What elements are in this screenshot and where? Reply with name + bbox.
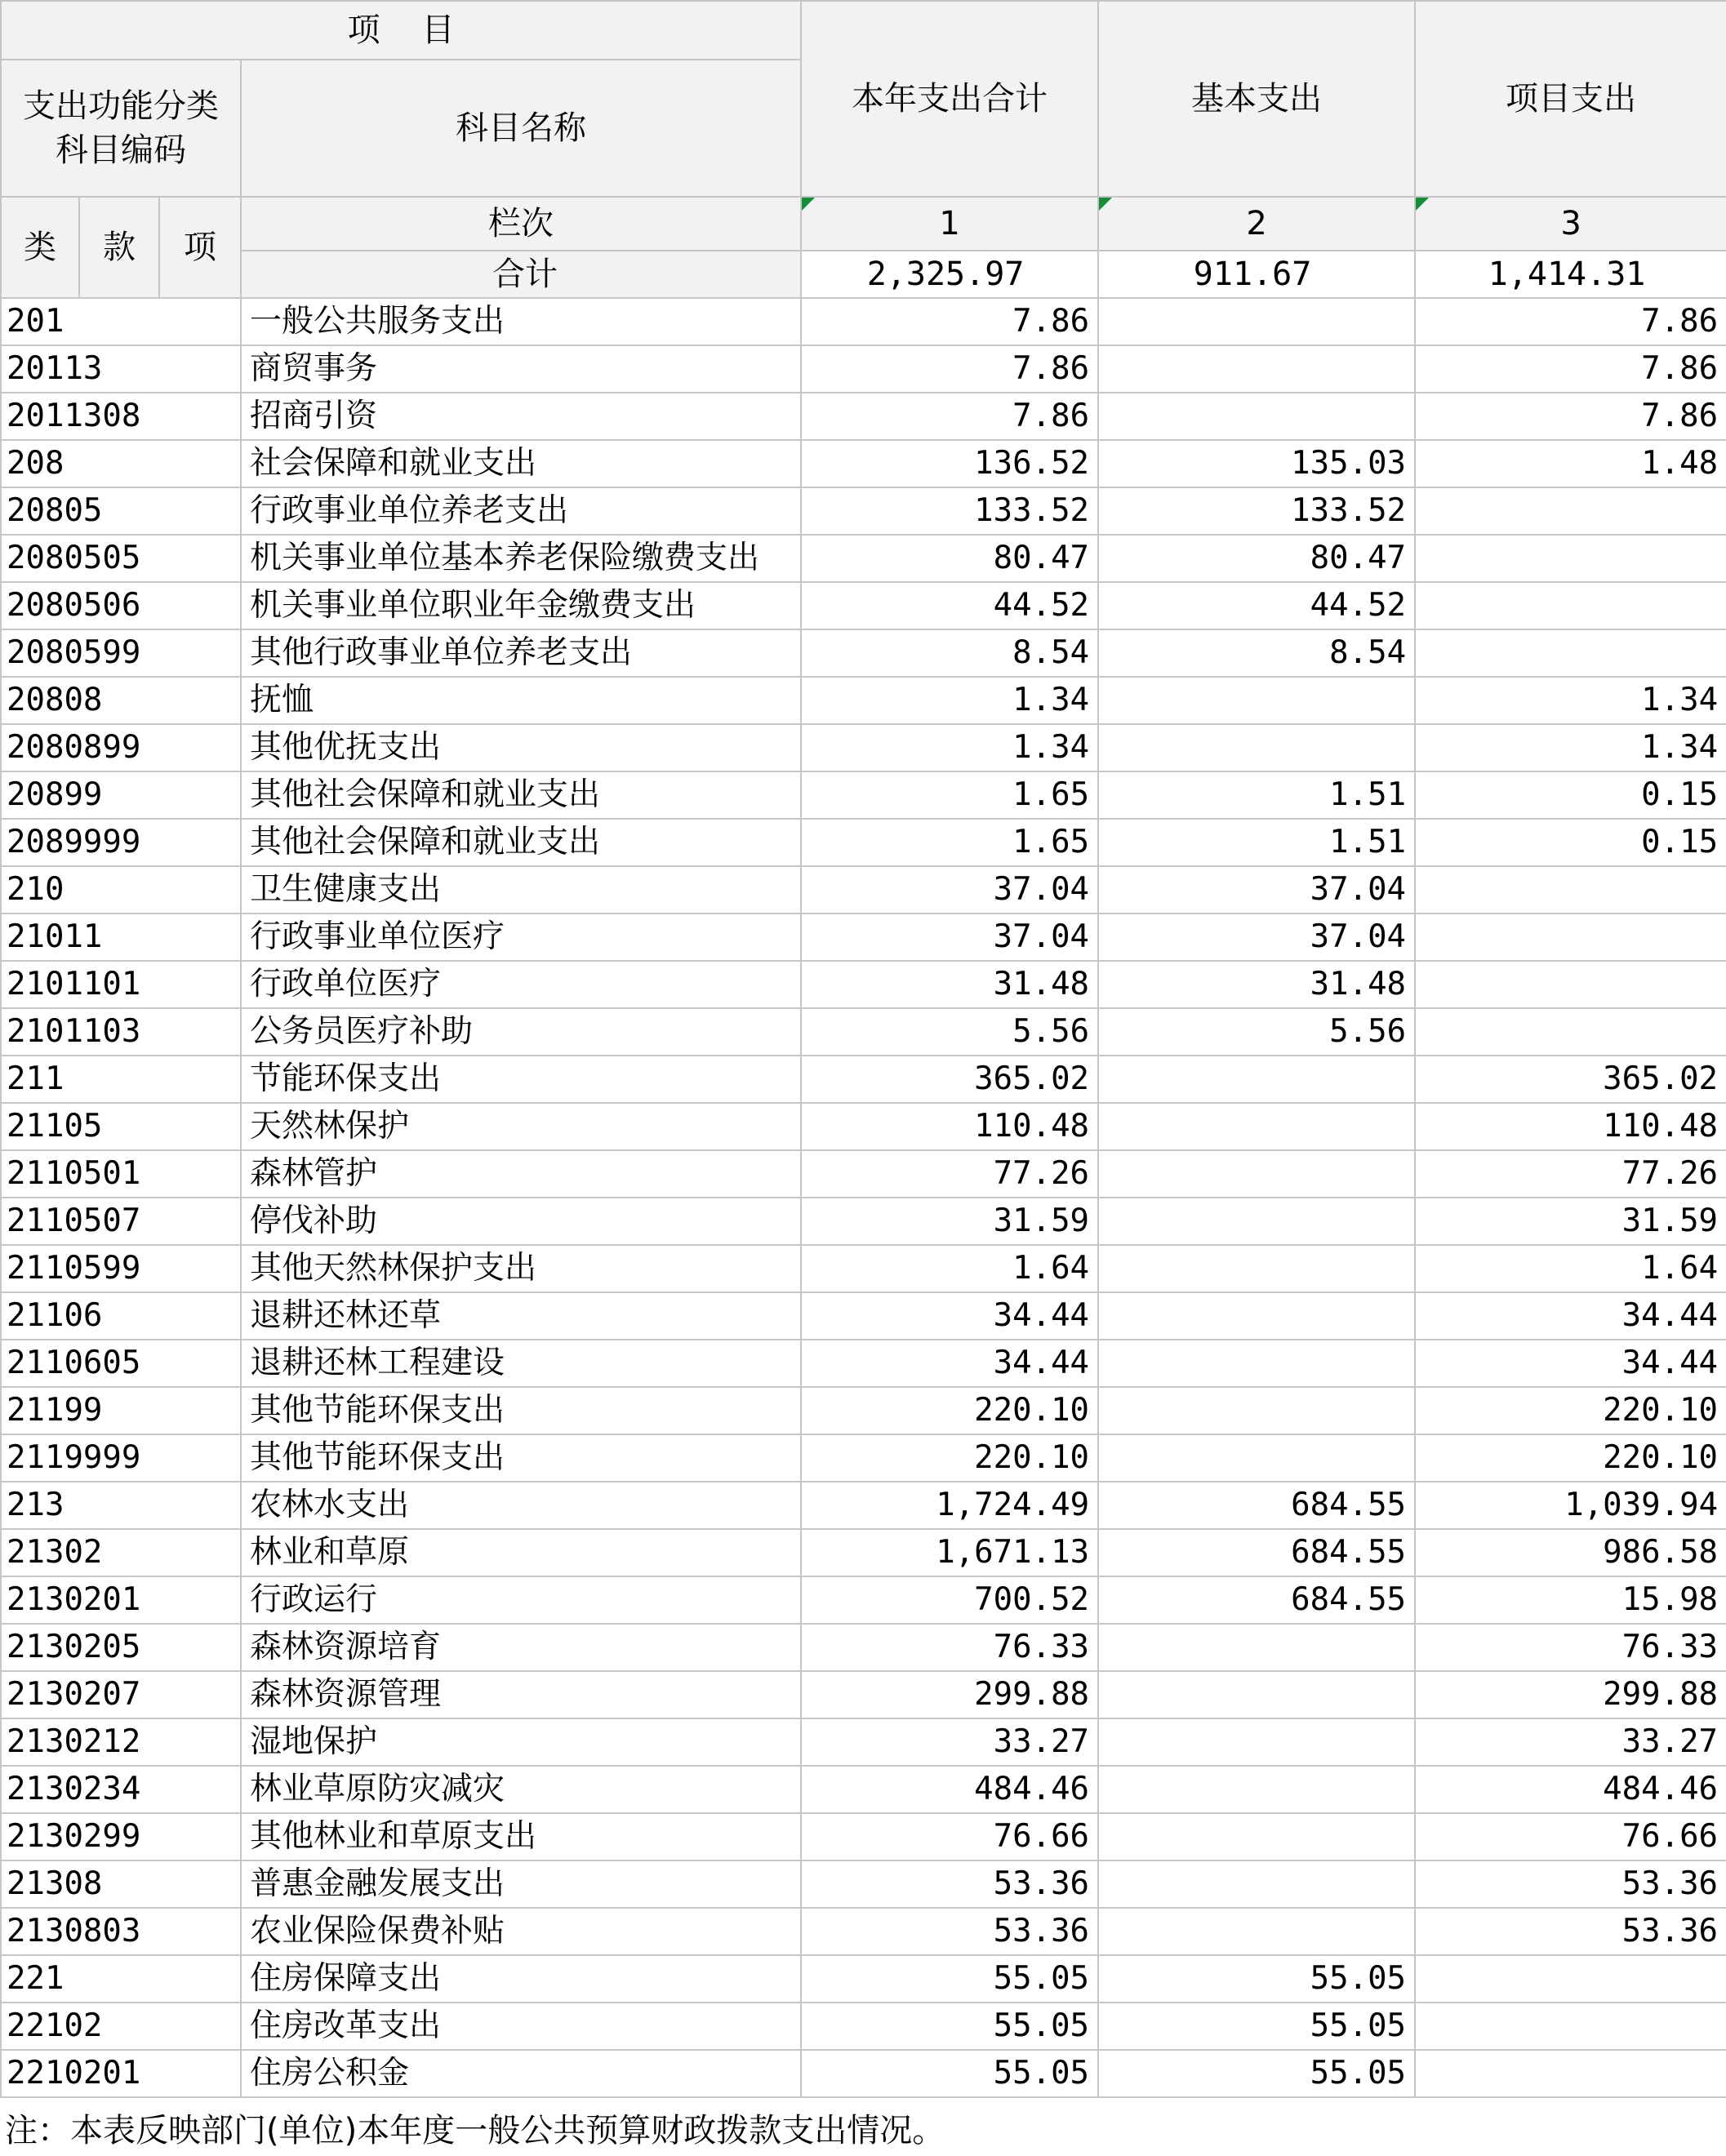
row-code: 2110507 — [1, 1198, 241, 1245]
row-code: 221 — [1, 1955, 241, 2003]
row-project: 110.48 — [1415, 1103, 1726, 1150]
row-project: 1.64 — [1415, 1245, 1726, 1292]
row-total: 77.26 — [801, 1150, 1098, 1198]
row-project: 7.86 — [1415, 393, 1726, 440]
row-project — [1415, 535, 1726, 582]
row-project: 53.36 — [1415, 1860, 1726, 1908]
table-row — [1, 2003, 1726, 2050]
row-code: 2080505 — [1, 535, 241, 582]
row-code: 2080899 — [1, 724, 241, 771]
table-row — [1, 345, 1726, 393]
row-code: 20113 — [1, 345, 241, 393]
row-total: 55.05 — [801, 2003, 1098, 2050]
row-name: 天然林保护 — [241, 1103, 801, 1150]
row-name: 住房公积金 — [241, 2050, 801, 2097]
table-row — [1, 1718, 1726, 1766]
row-code: 20805 — [1, 487, 241, 535]
row-total: 7.86 — [801, 298, 1098, 345]
row-basic — [1098, 345, 1415, 393]
row-total: 34.44 — [801, 1292, 1098, 1340]
row-name: 社会保障和就业支出 — [241, 440, 801, 487]
row-basic — [1098, 1103, 1415, 1150]
table-row — [1, 1624, 1726, 1671]
row-project — [1415, 961, 1726, 1008]
table-row — [1, 1908, 1726, 1955]
row-project: 33.27 — [1415, 1718, 1726, 1766]
row-project: 7.86 — [1415, 345, 1726, 393]
header-col-total: 本年支出合计 — [801, 1, 1098, 197]
row-project: 0.15 — [1415, 771, 1726, 819]
row-total: 80.47 — [801, 535, 1098, 582]
row-total: 365.02 — [801, 1056, 1098, 1103]
row-total: 37.04 — [801, 914, 1098, 961]
table-row — [1, 724, 1726, 771]
row-project: 1.48 — [1415, 440, 1726, 487]
row-basic — [1098, 1860, 1415, 1908]
row-total: 1.64 — [801, 1245, 1098, 1292]
row-project: 365.02 — [1415, 1056, 1726, 1103]
row-name: 林业草原防灾减灾 — [241, 1766, 801, 1813]
row-total: 220.10 — [801, 1434, 1098, 1482]
row-basic — [1098, 1766, 1415, 1813]
table-row — [1, 1860, 1726, 1908]
row-code: 2130803 — [1, 1908, 241, 1955]
row-total: 44.52 — [801, 582, 1098, 629]
row-code: 20808 — [1, 677, 241, 724]
header-xiang: 项 — [159, 197, 241, 298]
row-name: 其他行政事业单位养老支出 — [241, 629, 801, 677]
row-name: 卫生健康支出 — [241, 866, 801, 914]
row-project: 1,039.94 — [1415, 1482, 1726, 1529]
row-code: 22102 — [1, 2003, 241, 2050]
row-basic: 31.48 — [1098, 961, 1415, 1008]
table-row — [1, 771, 1726, 819]
row-code: 21302 — [1, 1529, 241, 1576]
row-code: 2130201 — [1, 1576, 241, 1624]
row-total: 76.33 — [801, 1624, 1098, 1671]
row-total: 1.34 — [801, 724, 1098, 771]
row-basic: 55.05 — [1098, 1955, 1415, 2003]
header-lanci: 栏次 — [241, 197, 801, 251]
table-row — [1, 1387, 1726, 1434]
row-total: 136.52 — [801, 440, 1098, 487]
row-code: 2101101 — [1, 961, 241, 1008]
row-basic: 133.52 — [1098, 487, 1415, 535]
row-total: 700.52 — [801, 1576, 1098, 1624]
table-body — [1, 298, 1726, 2097]
row-name: 森林资源培育 — [241, 1624, 801, 1671]
row-name: 住房保障支出 — [241, 1955, 801, 2003]
total-basic: 911.67 — [1098, 251, 1415, 298]
row-code: 213 — [1, 1482, 241, 1529]
row-total: 110.48 — [801, 1103, 1098, 1150]
row-code: 2130234 — [1, 1766, 241, 1813]
row-code: 2110501 — [1, 1150, 241, 1198]
table-row — [1, 1671, 1726, 1718]
row-code: 2130299 — [1, 1813, 241, 1860]
row-basic: 135.03 — [1098, 440, 1415, 487]
table-row — [1, 1292, 1726, 1340]
row-total: 1,671.13 — [801, 1529, 1098, 1576]
row-project: 299.88 — [1415, 1671, 1726, 1718]
row-basic — [1098, 1150, 1415, 1198]
row-basic — [1098, 677, 1415, 724]
row-code: 210 — [1, 866, 241, 914]
table-row — [1, 1245, 1726, 1292]
table-row — [1, 866, 1726, 914]
table-row — [1, 440, 1726, 487]
row-basic — [1098, 724, 1415, 771]
row-name: 公务员医疗补助 — [241, 1008, 801, 1056]
table-row — [1, 1008, 1726, 1056]
row-name: 抚恤 — [241, 677, 801, 724]
row-name: 农业保险保费补贴 — [241, 1908, 801, 1955]
row-name: 林业和草原 — [241, 1529, 801, 1576]
table-row — [1, 1150, 1726, 1198]
row-code: 21105 — [1, 1103, 241, 1150]
row-name: 行政事业单位养老支出 — [241, 487, 801, 535]
row-total: 55.05 — [801, 2050, 1098, 2097]
row-name: 招商引资 — [241, 393, 801, 440]
row-basic: 37.04 — [1098, 914, 1415, 961]
row-project: 1.34 — [1415, 724, 1726, 771]
row-name: 机关事业单位基本养老保险缴费支出 — [241, 535, 801, 582]
row-project — [1415, 487, 1726, 535]
row-name: 行政事业单位医疗 — [241, 914, 801, 961]
row-project: 484.46 — [1415, 1766, 1726, 1813]
row-name: 农林水支出 — [241, 1482, 801, 1529]
row-basic: 37.04 — [1098, 866, 1415, 914]
table-row — [1, 819, 1726, 866]
row-basic: 5.56 — [1098, 1008, 1415, 1056]
row-code: 2110599 — [1, 1245, 241, 1292]
total-label: 合计 — [241, 251, 801, 298]
row-name: 其他优抚支出 — [241, 724, 801, 771]
row-basic — [1098, 1624, 1415, 1671]
row-basic — [1098, 1056, 1415, 1103]
row-total: 1.65 — [801, 819, 1098, 866]
row-code: 201 — [1, 298, 241, 345]
table-row — [1, 1482, 1726, 1529]
row-basic: 684.55 — [1098, 1482, 1415, 1529]
row-name: 行政运行 — [241, 1576, 801, 1624]
table-row — [1, 298, 1726, 345]
header-name-title: 科目名称 — [241, 60, 801, 197]
header-project: 项 目 — [1, 1, 801, 60]
row-basic — [1098, 1245, 1415, 1292]
row-project — [1415, 2003, 1726, 2050]
row-name: 普惠金融发展支出 — [241, 1860, 801, 1908]
table-row — [1, 1198, 1726, 1245]
row-code: 2130207 — [1, 1671, 241, 1718]
header-code-title: 支出功能分类 科目编码 — [1, 60, 241, 197]
row-name: 住房改革支出 — [241, 2003, 801, 2050]
row-name: 行政单位医疗 — [241, 961, 801, 1008]
row-basic — [1098, 1671, 1415, 1718]
row-name: 森林管护 — [241, 1150, 801, 1198]
row-basic: 55.05 — [1098, 2050, 1415, 2097]
row-code: 208 — [1, 440, 241, 487]
row-basic: 1.51 — [1098, 819, 1415, 866]
row-total: 37.04 — [801, 866, 1098, 914]
row-basic: 55.05 — [1098, 2003, 1415, 2050]
header-col-basic: 基本支出 — [1098, 1, 1415, 197]
table-row — [1, 1813, 1726, 1860]
row-code: 2080599 — [1, 629, 241, 677]
row-project — [1415, 1955, 1726, 2003]
row-code: 2080506 — [1, 582, 241, 629]
row-project: 77.26 — [1415, 1150, 1726, 1198]
table-row — [1, 2050, 1726, 2097]
row-basic: 8.54 — [1098, 629, 1415, 677]
table-row — [1, 914, 1726, 961]
total-project: 1,414.31 — [1415, 251, 1726, 298]
row-code: 2210201 — [1, 2050, 241, 2097]
row-basic: 1.51 — [1098, 771, 1415, 819]
row-basic: 44.52 — [1098, 582, 1415, 629]
table-row — [1, 393, 1726, 440]
row-project: 7.86 — [1415, 298, 1726, 345]
row-project: 0.15 — [1415, 819, 1726, 866]
row-total: 1.34 — [801, 677, 1098, 724]
table-row — [1, 487, 1726, 535]
header-col-project: 项目支出 — [1415, 1, 1726, 197]
row-code: 20899 — [1, 771, 241, 819]
row-project — [1415, 582, 1726, 629]
row-code: 21106 — [1, 1292, 241, 1340]
row-total: 7.86 — [801, 393, 1098, 440]
table-row — [1, 1576, 1726, 1624]
header-col-number-2: 2 — [1098, 197, 1415, 251]
row-project: 220.10 — [1415, 1434, 1726, 1482]
row-code: 2110605 — [1, 1340, 241, 1387]
row-total: 133.52 — [801, 487, 1098, 535]
row-name: 其他节能环保支出 — [241, 1387, 801, 1434]
row-total: 55.05 — [801, 1955, 1098, 2003]
row-name: 森林资源管理 — [241, 1671, 801, 1718]
row-total: 53.36 — [801, 1908, 1098, 1955]
footnote: 注：本表反映部门(单位)本年度一般公共预算财政拨款支出情况。 — [5, 2112, 945, 2149]
row-code: 2089999 — [1, 819, 241, 866]
row-basic — [1098, 1908, 1415, 1955]
total-sum: 2,325.97 — [801, 251, 1098, 298]
row-code: 2119999 — [1, 1434, 241, 1482]
row-total: 8.54 — [801, 629, 1098, 677]
row-name: 其他林业和草原支出 — [241, 1813, 801, 1860]
row-name: 一般公共服务支出 — [241, 298, 801, 345]
table-row — [1, 677, 1726, 724]
row-basic — [1098, 393, 1415, 440]
table-row — [1, 1955, 1726, 2003]
table-row — [1, 1766, 1726, 1813]
table-row — [1, 629, 1726, 677]
row-total: 484.46 — [801, 1766, 1098, 1813]
table-row — [1, 1103, 1726, 1150]
row-total: 31.59 — [801, 1198, 1098, 1245]
row-project — [1415, 866, 1726, 914]
row-total: 220.10 — [801, 1387, 1098, 1434]
row-basic — [1098, 1718, 1415, 1766]
row-total: 76.66 — [801, 1813, 1098, 1860]
row-code: 2011308 — [1, 393, 241, 440]
row-code: 21308 — [1, 1860, 241, 1908]
header-col-number-3: 3 — [1415, 197, 1726, 251]
row-project: 34.44 — [1415, 1340, 1726, 1387]
row-basic — [1098, 1434, 1415, 1482]
table-row — [1, 1529, 1726, 1576]
table-row — [1, 1434, 1726, 1482]
row-total: 33.27 — [801, 1718, 1098, 1766]
row-basic: 684.55 — [1098, 1576, 1415, 1624]
row-code: 211 — [1, 1056, 241, 1103]
row-basic — [1098, 1292, 1415, 1340]
row-project — [1415, 2050, 1726, 2097]
row-project: 15.98 — [1415, 1576, 1726, 1624]
row-code: 2101103 — [1, 1008, 241, 1056]
row-project: 220.10 — [1415, 1387, 1726, 1434]
row-name: 机关事业单位职业年金缴费支出 — [241, 582, 801, 629]
row-project: 986.58 — [1415, 1529, 1726, 1576]
row-project — [1415, 1008, 1726, 1056]
row-name: 商贸事务 — [241, 345, 801, 393]
row-code: 21011 — [1, 914, 241, 961]
row-name: 退耕还林工程建设 — [241, 1340, 801, 1387]
row-basic: 684.55 — [1098, 1529, 1415, 1576]
row-total: 7.86 — [801, 345, 1098, 393]
row-total: 53.36 — [801, 1860, 1098, 1908]
row-name: 退耕还林还草 — [241, 1292, 801, 1340]
row-code: 2130205 — [1, 1624, 241, 1671]
row-name: 其他节能环保支出 — [241, 1434, 801, 1482]
row-total: 34.44 — [801, 1340, 1098, 1387]
row-project: 34.44 — [1415, 1292, 1726, 1340]
row-project: 76.66 — [1415, 1813, 1726, 1860]
row-total: 31.48 — [801, 961, 1098, 1008]
row-project: 76.33 — [1415, 1624, 1726, 1671]
table-row — [1, 582, 1726, 629]
row-code: 2130212 — [1, 1718, 241, 1766]
row-total: 1.65 — [801, 771, 1098, 819]
header-col-number-1: 1 — [801, 197, 1098, 251]
row-total: 5.56 — [801, 1008, 1098, 1056]
row-total: 1,724.49 — [801, 1482, 1098, 1529]
row-name: 其他天然林保护支出 — [241, 1245, 801, 1292]
row-code: 21199 — [1, 1387, 241, 1434]
row-project: 53.36 — [1415, 1908, 1726, 1955]
table-row — [1, 961, 1726, 1008]
table-row — [1, 1340, 1726, 1387]
row-project — [1415, 629, 1726, 677]
row-basic — [1098, 1387, 1415, 1434]
table-row — [1, 1056, 1726, 1103]
row-name: 其他社会保障和就业支出 — [241, 819, 801, 866]
row-project — [1415, 914, 1726, 961]
row-basic — [1098, 1813, 1415, 1860]
table-row — [1, 535, 1726, 582]
row-project: 1.34 — [1415, 677, 1726, 724]
row-total: 299.88 — [801, 1671, 1098, 1718]
row-basic — [1098, 298, 1415, 345]
header-kuan: 款 — [79, 197, 159, 298]
row-name: 节能环保支出 — [241, 1056, 801, 1103]
row-project: 31.59 — [1415, 1198, 1726, 1245]
row-basic: 80.47 — [1098, 535, 1415, 582]
row-basic — [1098, 1340, 1415, 1387]
header-lei: 类 — [1, 197, 79, 298]
row-name: 停伐补助 — [241, 1198, 801, 1245]
row-name: 湿地保护 — [241, 1718, 801, 1766]
row-name: 其他社会保障和就业支出 — [241, 771, 801, 819]
row-basic — [1098, 1198, 1415, 1245]
